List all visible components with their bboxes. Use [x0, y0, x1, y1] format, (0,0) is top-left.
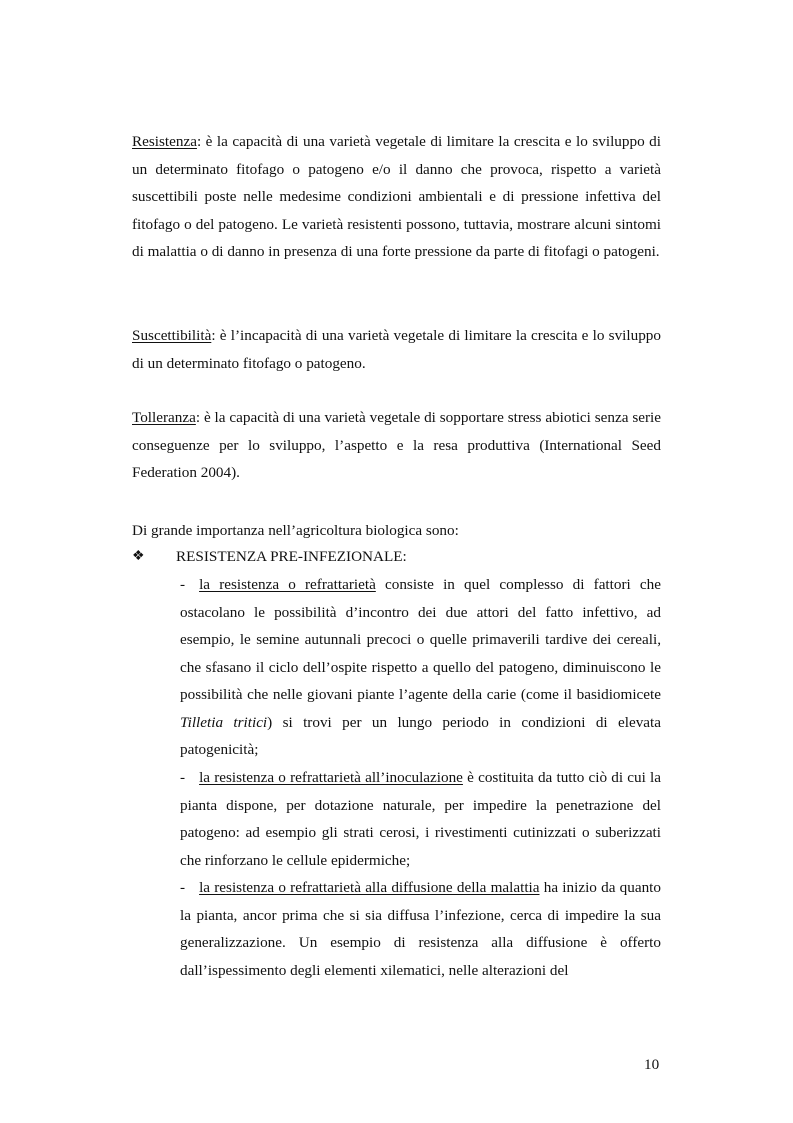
paragraph-tolleranza: [132, 404, 661, 487]
sub-item-text: ha inizio da quanto la pianta, ancor prima che si sia diffusa l’infezione, cerca di impedire la sua generalizzazione. Un esempio di resistenza alla diffusione è offerto dall’ispessimento degli elementi xilematici, nelle alterazioni del: [180, 879, 661, 979]
term-resistenza: Resistenza: [132, 133, 197, 150]
term-tolleranza: Tolleranza: [132, 409, 196, 426]
sub-item-inoculazione: [180, 764, 661, 874]
sub-item-term: la resistenza o refrattarietà all’inoculazione: [199, 769, 463, 786]
sub-item-italic-species: Tilletia tritici: [180, 713, 268, 731]
diamond-bullet-icon: ❖: [132, 549, 145, 564]
intro-paragraph: Di grande importanza nell’agricoltura biologica sono:: [132, 522, 459, 539]
definition-suscettibilita: : è l’incapacità di una varietà vegetale di limitare la crescita e lo sviluppo di un determinato fitofago o patogeno.: [132, 327, 661, 372]
sub-item-term: la resistenza o refrattarietà: [199, 576, 376, 593]
page-number: 10: [644, 1056, 660, 1073]
sub-item-text: è costituita da tutto ciò di cui la pianta dispone, per dotazione naturale, per impedire la penetrazione del patogeno: ad esempio gli strati cerosi, i rivestimenti cutinizzati o suberizzati che rinforzano le cellule epidermiche;: [180, 769, 662, 869]
sub-item-text-end: ) si trovi per un lungo periodo in condizioni di elevata patogenicità;: [180, 713, 661, 758]
sub-item-term: la resistenza o refrattarietà alla diffusione della malattia: [199, 879, 540, 896]
sub-item-text: consiste in quel complesso di fattori che ostacolano le possibilità d’incontro dei due attori del fatto infettivo, ad esempio, le semine autunnali precoci o quelle primaverili tardive dei cereali, che sfasano il ciclo dell’ospite rispetto a quello del patogeno, diminuiscono le possibilità che nelle giovani piante l’agente della carie (come il basidiomicete: [180, 576, 661, 703]
dash-marker: -: [180, 879, 186, 896]
bullet-heading-label: RESISTENZA PRE-INFEZIONALE:: [176, 548, 407, 565]
sub-item-refrattarieta: [180, 571, 661, 764]
sub-item-diffusione: [180, 874, 661, 984]
term-suscettibilita: Suscettibilità: [132, 327, 212, 344]
dash-marker: -: [180, 576, 186, 593]
dash-marker: -: [180, 769, 186, 786]
definition-tolleranza: : è la capacità di una varietà vegetale di sopportare stress abiotici senza serie conseguenze per lo sviluppo, l’aspetto e la resa produttiva (International Seed Federation 2004).: [132, 409, 661, 481]
paragraph-suscettibilita: [132, 322, 661, 377]
definition-resistenza: : è la capacità di una varietà vegetale di limitare la crescita e lo sviluppo di un determinato fitofago o patogeno e/o il danno che provoca, rispetto a varietà suscettibili poste nelle medesime condizioni ambientali e di pressione infettiva del fitofago o del patogeno. Le varietà resistenti possono, tuttavia, mostrare alcuni sintomi di malattia o di danno in presenza di una forte pressione da parte di fitofagi o patogeni.: [132, 133, 661, 260]
paragraph-resistenza: [132, 128, 661, 266]
